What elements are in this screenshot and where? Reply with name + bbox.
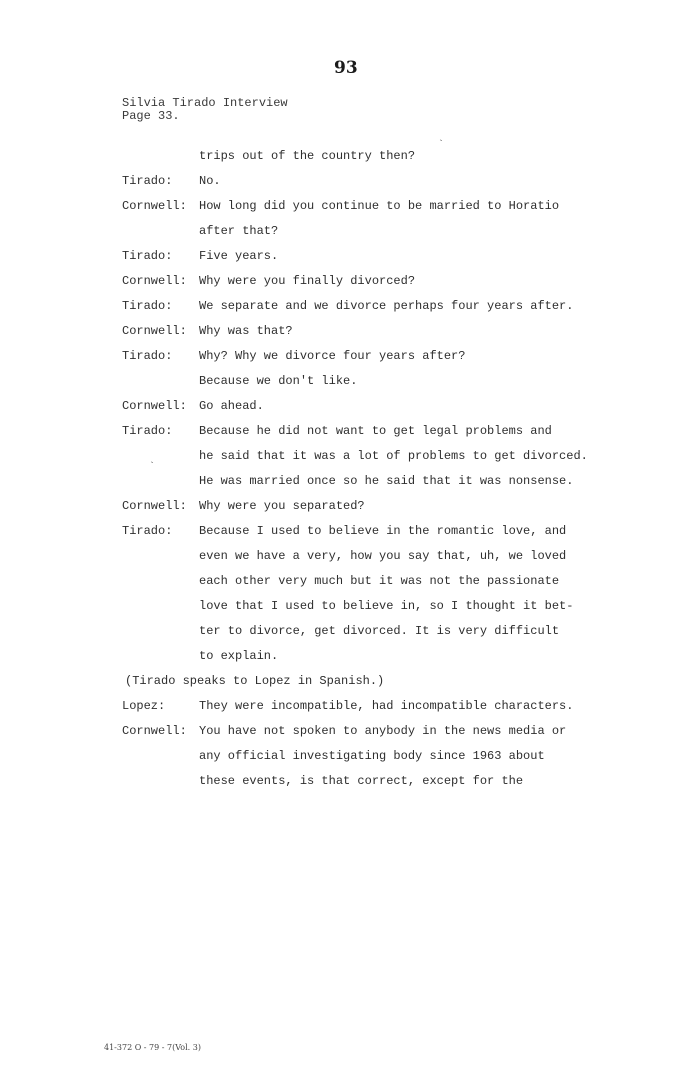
transcript-text: No. xyxy=(199,174,221,188)
transcript-text: Why were you finally divorced? xyxy=(199,274,416,288)
transcript-line xyxy=(122,569,622,594)
transcript-text: Why was that? xyxy=(199,324,293,338)
transcript-text: He was married once so he said that it was nonsense. xyxy=(199,474,574,488)
transcript-text: (Tirado speaks to Lopez in Spanish.) xyxy=(125,674,385,688)
transcript-line xyxy=(122,694,622,719)
header-title: Silvia Tirado Interview xyxy=(122,96,288,110)
footer-code: 41-372 O - 79 - 7(Vol. 3) xyxy=(104,1043,201,1052)
page-number: 93 xyxy=(334,58,358,78)
transcript-text: Why? Why we divorce four years after? xyxy=(199,349,466,363)
speaker-label: Cornwell: xyxy=(122,499,187,513)
speaker-label: Tirado: xyxy=(122,174,173,188)
transcript-line xyxy=(122,644,622,669)
transcript-line xyxy=(122,194,622,219)
transcript-line xyxy=(122,144,622,169)
transcript-line xyxy=(122,519,622,544)
transcript-text: Go ahead. xyxy=(199,399,264,413)
transcript-line xyxy=(122,594,622,619)
speaker-label: Lopez: xyxy=(122,699,166,713)
speaker-label: Cornwell: xyxy=(122,199,187,213)
transcript-text: after that? xyxy=(199,224,279,238)
transcript-line xyxy=(122,419,622,444)
transcript-line xyxy=(122,169,622,194)
transcript-line xyxy=(122,669,622,694)
transcript-line xyxy=(122,219,622,244)
transcript-text: Because I used to believe in the romantic love, and xyxy=(199,524,567,538)
transcript-text: any official investigating body since 1963 about xyxy=(199,749,545,763)
transcript-line xyxy=(122,744,622,769)
transcript-text: We separate and we divorce perhaps four years after. xyxy=(199,299,574,313)
transcript-line xyxy=(122,394,622,419)
transcript-line xyxy=(122,544,622,569)
transcript-text: Five years. xyxy=(199,249,279,263)
transcript-line xyxy=(122,294,622,319)
transcript-text: ter to divorce, get divorced. It is very difficult xyxy=(199,624,560,638)
transcript-line xyxy=(122,619,622,644)
transcript-text: They were incompatible, had incompatible characters. xyxy=(199,699,574,713)
transcript-text: Why were you separated? xyxy=(199,499,365,513)
speaker-label: Tirado: xyxy=(122,424,173,438)
transcript-line xyxy=(122,269,622,294)
transcript-text: to explain. xyxy=(199,649,279,663)
transcript-text: these events, is that correct, except for the xyxy=(199,774,524,788)
transcript-text: Because he did not want to get legal problems and xyxy=(199,424,552,438)
transcript-line xyxy=(122,444,622,469)
speaker-label: Cornwell: xyxy=(122,399,187,413)
transcript-line xyxy=(122,344,622,369)
transcript-line xyxy=(122,769,622,794)
transcript-line xyxy=(122,319,622,344)
transcript-text: even we have a very, how you say that, uh, we loved xyxy=(199,549,567,563)
transcript xyxy=(122,144,622,794)
speaker-label: Tirado: xyxy=(122,349,173,363)
transcript-line xyxy=(122,469,622,494)
speaker-label: Tirado: xyxy=(122,524,173,538)
speaker-label: Cornwell: xyxy=(122,724,187,738)
speaker-label: Cornwell: xyxy=(122,274,187,288)
stray-mark: ` xyxy=(149,462,156,473)
transcript-text: love that I used to believe in, so I thought it bet- xyxy=(199,599,574,613)
transcript-text: each other very much but it was not the passionate xyxy=(199,574,560,588)
speaker-label: Cornwell: xyxy=(122,324,187,338)
transcript-text: he said that it was a lot of problems to get divorced. xyxy=(199,449,588,463)
speaker-label: Tirado: xyxy=(122,249,173,263)
transcript-line xyxy=(122,719,622,744)
transcript-text: How long did you continue to be married to Horatio xyxy=(199,199,560,213)
document-header xyxy=(122,97,288,123)
transcript-text: Because we don't like. xyxy=(199,374,358,388)
header-page: Page 33. xyxy=(122,109,180,123)
transcript-text: trips out of the country then? xyxy=(199,149,416,163)
transcript-line xyxy=(122,244,622,269)
transcript-text: You have not spoken to anybody in the news media or xyxy=(199,724,567,738)
transcript-line xyxy=(122,369,622,394)
stray-mark: ` xyxy=(438,140,445,151)
speaker-label: Tirado: xyxy=(122,299,173,313)
transcript-line xyxy=(122,494,622,519)
